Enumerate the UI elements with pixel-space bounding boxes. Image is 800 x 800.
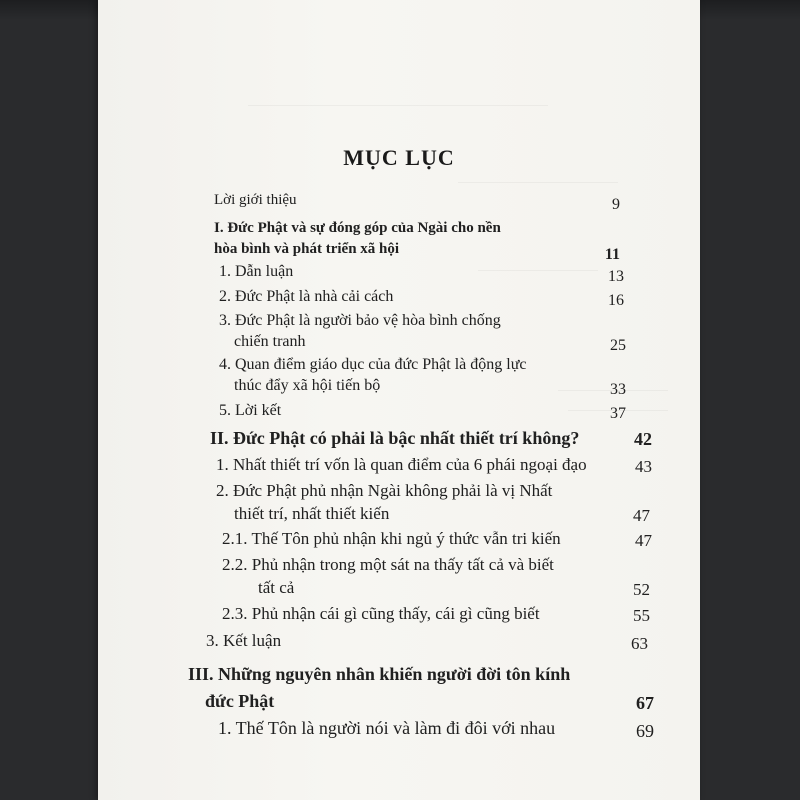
toc-section-2-title: II. Đức Phật có phải là bậc nhất thiết trí không?: [210, 428, 580, 448]
toc-title: MỤC LỤC: [343, 145, 455, 170]
toc-entry-2-2-line2: thiết trí, nhất thiết kiến: [234, 504, 390, 523]
toc-page-2-2-2: 52: [633, 580, 650, 599]
book-page: [98, 0, 700, 800]
toc-page-1-4: 33: [610, 381, 626, 398]
toc-entry-1-5: 5. Lời kết: [219, 402, 282, 419]
toc-page-1-1: 13: [608, 268, 624, 285]
toc-entry-2-2-2-line2: tất cả: [258, 578, 295, 597]
toc-page-1-3: 25: [610, 337, 626, 354]
toc-entry-3-1: 1. Thế Tôn là người nói và làm đi đôi với nhau: [218, 718, 556, 738]
toc-entry-2-3: 3. Kết luận: [206, 631, 282, 650]
toc-entry-1-4-line2: thúc đẩy xã hội tiến bộ: [234, 377, 381, 394]
toc-section-1-title-line2: hòa bình và phát triển xã hội: [214, 241, 400, 257]
toc-entry-1-3-line1: 3. Đức Phật là người bảo vệ hòa bình chống: [219, 312, 501, 329]
toc-entry-intro: Lời giới thiệu: [214, 192, 297, 208]
toc-page-2-1: 43: [635, 457, 652, 476]
toc-page-3-1: 69: [636, 721, 654, 741]
toc-page-1-5: 37: [610, 405, 626, 422]
toc-page-2-2: 47: [633, 506, 650, 525]
toc-entry-1-1: 1. Dẫn luận: [219, 263, 294, 280]
toc-section-3-page: 67: [636, 693, 654, 713]
toc-page-intro: 9: [612, 196, 620, 213]
toc-page-2-2-3: 55: [633, 606, 650, 625]
toc-page-1-2: 16: [608, 292, 624, 309]
toc-entry-2-2-1: 2.1. Thế Tôn phủ nhận khi ngủ ý thức vẫn tri kiến: [222, 529, 561, 548]
toc-section-1-title-line1: I. Đức Phật và sự đóng góp của Ngài cho nền: [214, 220, 501, 236]
toc-entry-1-2: 2. Đức Phật là nhà cải cách: [219, 288, 394, 305]
toc-entry-2-2-line1: 2. Đức Phật phủ nhận Ngài không phải là vị Nhất: [216, 481, 553, 500]
toc-section-3-title-line1: III. Những nguyên nhân khiến người đời tôn kính: [188, 664, 571, 684]
toc-section-2-page: 42: [634, 429, 652, 449]
toc-page-2-3: 63: [631, 634, 648, 653]
toc-section-1-page: 11: [604, 246, 620, 263]
toc-entry-2-2-2-line1: 2.2. Phủ nhận trong một sát na thấy tất cả và biết: [222, 555, 554, 574]
toc-entry-1-3-line2: chiến tranh: [234, 333, 306, 350]
toc-entry-2-1: 1. Nhất thiết trí vốn là quan điểm của 6 phái ngoại đạo: [216, 455, 587, 474]
toc-entry-1-4-line1: 4. Quan điểm giáo dục của đức Phật là động lực: [219, 356, 527, 373]
toc-section-3-title-line2: đức Phật: [205, 691, 275, 711]
toc-entry-2-2-3: 2.3. Phủ nhận cái gì cũng thấy, cái gì cũng biết: [222, 604, 540, 623]
table-of-contents: [98, 0, 700, 800]
toc-page-2-2-1: 47: [635, 531, 652, 550]
